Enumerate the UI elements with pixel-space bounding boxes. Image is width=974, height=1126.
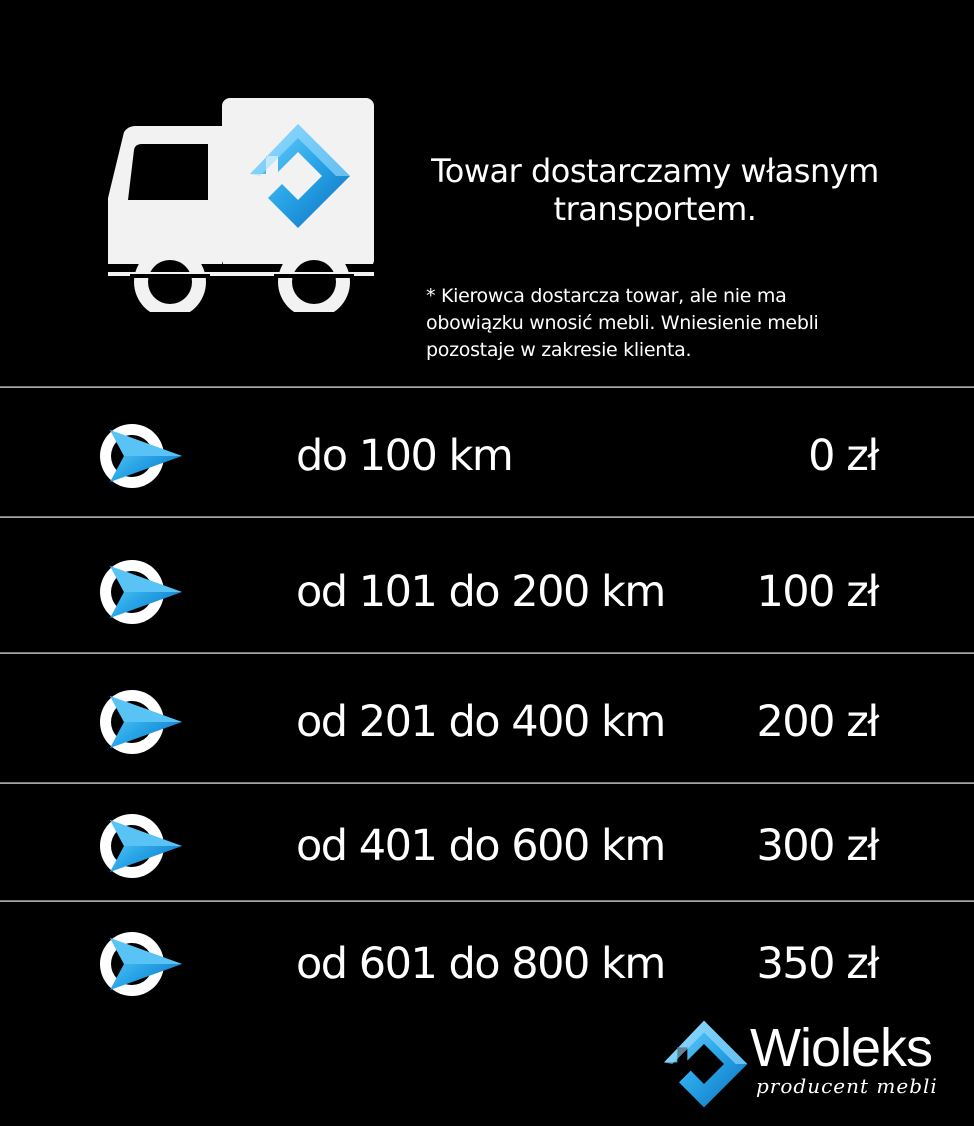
divider [0,516,974,518]
note-line-3: pozostaje w zakresie klienta. [426,339,692,361]
arrow-bullet-icon [94,924,184,1004]
note-line-2: obowiązku wnosić mebli. Wniesienie mebli [426,312,819,334]
rate-row [0,682,974,762]
rate-distance: od 601 do 800 km [296,939,665,989]
rate-row [0,806,974,886]
headline-line-1: Towar dostarczamy własnym [431,152,879,190]
divider [0,782,974,784]
divider [0,652,974,654]
brand-name: Wioleks [750,1018,933,1078]
rate-distance: od 401 do 600 km [296,821,665,871]
divider [0,900,974,902]
delivery-note [426,283,926,364]
rate-distance: od 201 do 400 km [296,697,665,747]
divider [0,386,974,388]
rate-price: 200 zł [756,697,878,747]
arrow-bullet-icon [94,806,184,886]
rate-row [0,416,974,496]
rate-price: 100 zł [756,567,878,617]
note-line-1: * Kierowca dostarcza towar, ale nie ma [426,285,787,307]
rate-price: 350 zł [756,939,878,989]
rate-price: 300 zł [756,821,878,871]
wioleks-house-logo-icon [654,1014,754,1114]
rate-row [0,552,974,632]
arrow-bullet-icon [94,416,184,496]
rate-price: 0 zł [808,431,878,481]
rate-distance: od 101 do 200 km [296,567,665,617]
delivery-headline [400,152,910,228]
arrow-bullet-icon [94,682,184,762]
rate-distance: do 100 km [296,431,513,481]
arrow-bullet-icon [94,552,184,632]
rate-row [0,924,974,1004]
headline-line-2: transportem. [553,190,757,228]
brand-tagline: producent mebli [756,1074,938,1098]
brand-logo [654,1014,954,1114]
delivery-truck-icon [108,98,378,316]
